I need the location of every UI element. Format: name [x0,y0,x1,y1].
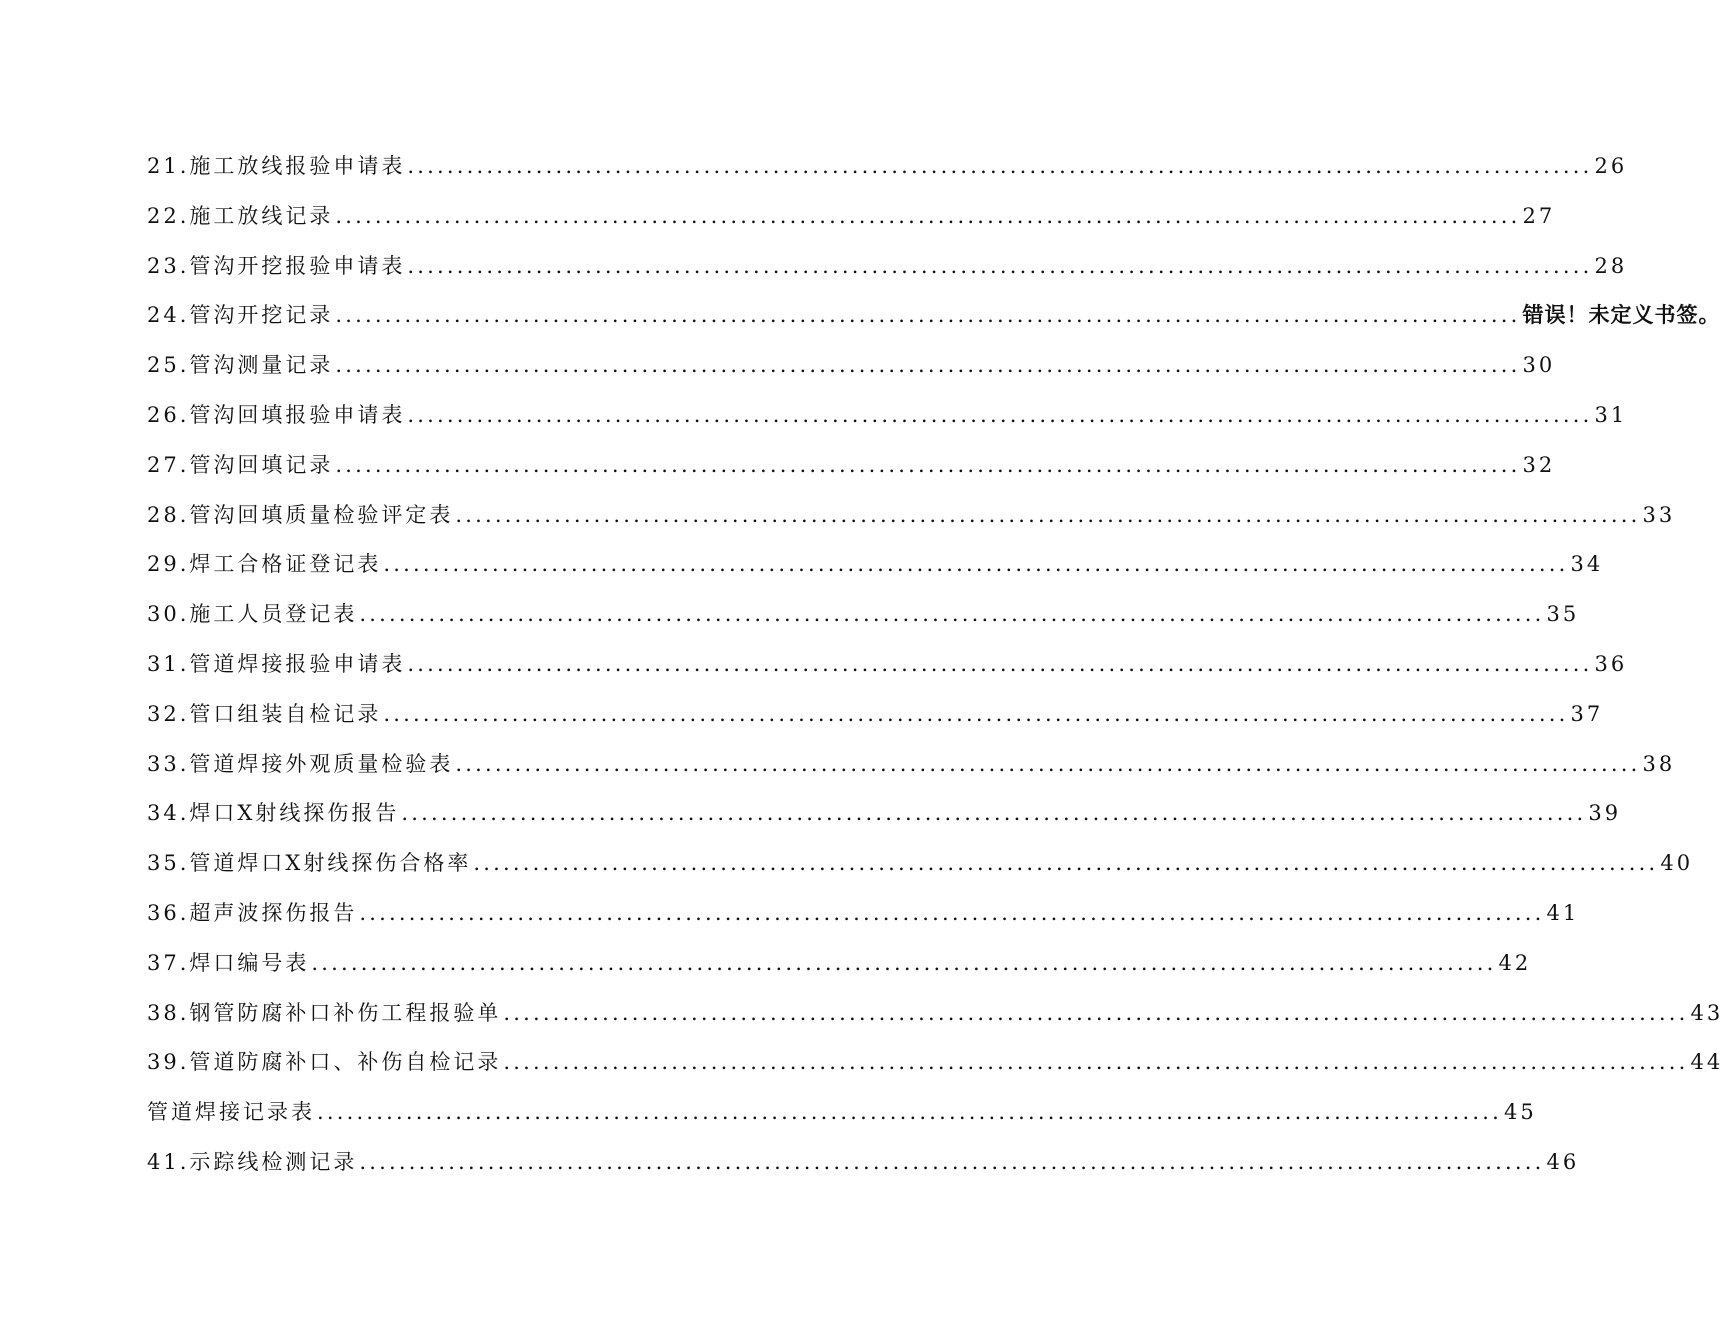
toc-entry-title: 30.施工人员登记表 [147,602,358,627]
toc-entry[interactable] [147,499,1676,549]
toc-entry-title: 36.超声波探伤报告 [147,900,358,925]
toc-entry-page: 27 [1522,203,1556,228]
toc-entry-page: 45 [1504,1100,1537,1125]
toc-dot-leader: ........................................................................................................................ [335,203,1521,228]
toc-entry-title: 41.示踪线检测记录 [147,1149,358,1174]
toc-entry[interactable] [147,399,1628,449]
toc-entry-page: 37 [1570,701,1604,726]
toc-dot-leader: ........................................................................................................................ [407,154,1593,178]
toc-entry[interactable] [147,847,1694,897]
toc-entry-title: 31.管道焊接报验申请表 [147,651,406,676]
toc-entry-title: 32.管口组装自检记录 [147,701,382,726]
toc-dot-leader: ........................................................................................................................ [335,353,1521,378]
toc-dot-leader: ........................................................................................................................ [335,452,1521,477]
toc-dot-leader: ........................................................................................................................ [401,801,1587,826]
toc-entry-title: 25.管沟测量记录 [147,353,334,378]
toc-entry[interactable] [147,598,1580,648]
toc-entry-page: 44 [1690,1050,1723,1075]
toc-entry[interactable] [147,250,1628,300]
toc-entry-page: 43 [1690,1000,1723,1025]
toc-entry-page: 34 [1570,552,1604,577]
toc-dot-leader: ........................................................................................................................ [335,303,1521,328]
toc-entry[interactable] [147,897,1580,947]
toc-dot-leader: ........................................................................................................................ [407,651,1593,676]
toc-entry[interactable] [147,299,1721,349]
toc-dot-leader: ........................................................................................................................ [455,502,1641,527]
toc-entry-page: 26 [1594,154,1628,178]
toc-entry-title: 29.焊工合格证登记表 [147,552,382,577]
toc-entry[interactable] [147,548,1604,598]
toc-entry[interactable] [147,349,1556,399]
toc-entry[interactable] [147,1046,1723,1096]
toc-entry-title: 39.管道防腐补口、补伤自检记录 [147,1050,502,1075]
toc-entry-page: 31 [1594,402,1628,427]
toc-entry[interactable] [147,698,1604,748]
toc-entry[interactable] [147,648,1628,698]
toc-entry[interactable] [147,797,1622,847]
toc-entry-title: 23.管沟开挖报验申请表 [147,253,406,278]
toc-entry[interactable] [147,997,1723,1047]
toc-dot-leader: ........................................................................................................................ [383,701,1569,726]
toc-entry-title: 38.钢管防腐补口补伤工程报验单 [147,1000,502,1025]
toc-entry-page-error: 错误！未定义书签。 [1522,303,1721,328]
toc-dot-leader: ........................................................................................................................ [359,602,1545,627]
toc-entry-title: 35.管道焊口X射线探伤合格率 [147,851,472,876]
toc-entry-title: 33.管道焊接外观质量检验表 [147,751,454,776]
toc-entry-page: 46 [1546,1149,1580,1174]
toc-entry-title: 管道焊接记录表 [147,1100,315,1125]
toc-dot-leader: ........................................................................................................................ [317,1100,1503,1125]
toc-entry[interactable] [147,1146,1580,1196]
toc-entry-title: 37.焊口编号表 [147,950,310,975]
toc-entry-title: 21.施工放线报验申请表 [147,154,406,178]
toc-entry-title: 22.施工放线记录 [147,203,334,228]
table-of-contents [147,150,1723,1196]
toc-entry-page: 38 [1642,751,1676,776]
toc-entry-title: 34.焊口X射线探伤报告 [147,801,400,826]
toc-dot-leader: ........................................................................................................................ [473,851,1659,876]
toc-dot-leader: ........................................................................................................................ [407,253,1593,278]
toc-entry-page: 42 [1498,950,1532,975]
toc-entry-page: 30 [1522,353,1556,378]
toc-entry-page: 41 [1546,900,1580,925]
toc-dot-leader: ........................................................................................................................ [503,1050,1689,1075]
toc-entry-page: 28 [1594,253,1628,278]
toc-entry-title: 26.管沟回填报验申请表 [147,402,406,427]
toc-entry[interactable] [147,150,1628,200]
toc-entry-page: 33 [1642,502,1676,527]
toc-entry[interactable] [147,1096,1537,1146]
toc-dot-leader: ........................................................................................................................ [455,751,1641,776]
toc-entry[interactable] [147,200,1556,250]
toc-dot-leader: ........................................................................................................................ [311,950,1497,975]
toc-entry-page: 40 [1660,851,1694,876]
toc-entry[interactable] [147,748,1676,798]
toc-dot-leader: ........................................................................................................................ [383,552,1569,577]
toc-entry[interactable] [147,449,1556,499]
toc-entry-page: 36 [1594,651,1628,676]
toc-entry-page: 39 [1588,801,1622,826]
toc-entry-title: 28.管沟回填质量检验评定表 [147,502,454,527]
toc-entry-title: 27.管沟回填记录 [147,452,334,477]
toc-dot-leader: ........................................................................................................................ [407,402,1593,427]
toc-entry[interactable] [147,947,1532,997]
toc-dot-leader: ........................................................................................................................ [503,1000,1689,1025]
toc-entry-title: 24.管沟开挖记录 [147,303,334,328]
toc-dot-leader: ........................................................................................................................ [359,900,1545,925]
toc-dot-leader: ........................................................................................................................ [359,1149,1545,1174]
toc-entry-page: 32 [1522,452,1556,477]
toc-entry-page: 35 [1546,602,1580,627]
